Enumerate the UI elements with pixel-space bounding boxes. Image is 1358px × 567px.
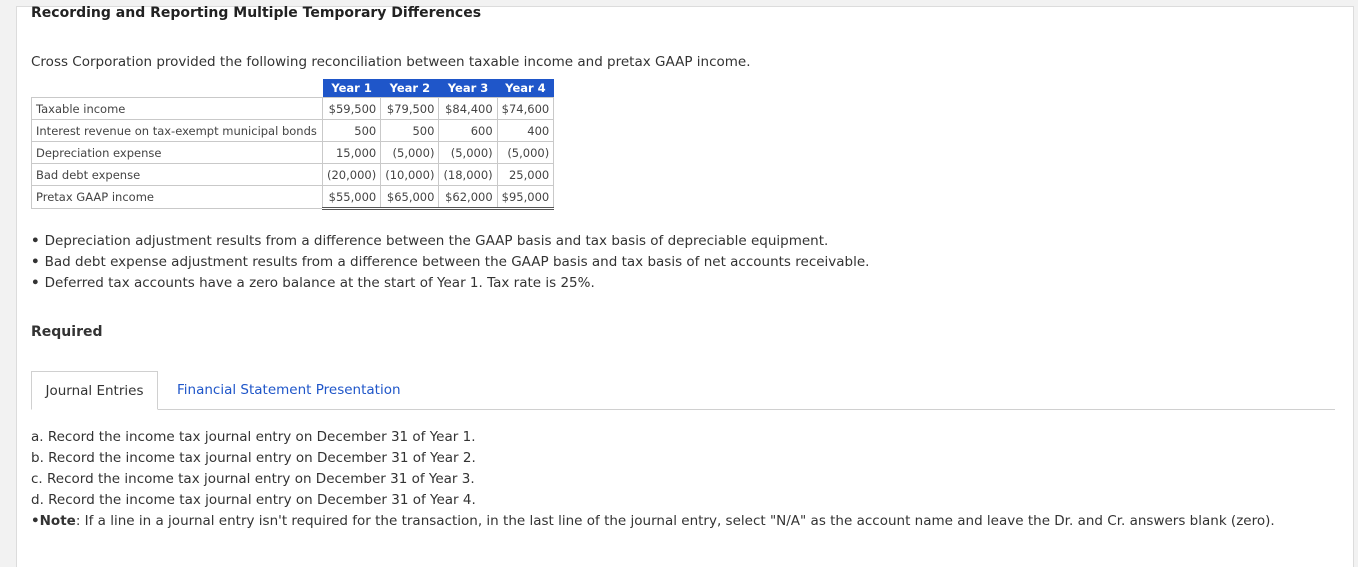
instruction-d: d. Record the income tax journal entry on December 31 of Year 4. — [31, 492, 476, 508]
tab-bar — [31, 371, 1335, 410]
header-blank — [32, 79, 323, 98]
cell-value: (10,000) — [381, 164, 439, 186]
cell-value: $95,000 — [497, 186, 554, 209]
cell-value: 15,000 — [323, 142, 381, 164]
note-text: : If a line in a journal entry isn't required for the transaction, in the last line of the journal entry, select "N/A" as the account name and leave the Dr. and Cr. answers blank (zero). — [75, 513, 1275, 529]
cell-value: $84,400 — [439, 98, 497, 120]
instruction-c: c. Record the income tax journal entry on December 31 of Year 3. — [31, 471, 475, 487]
cell-value: (20,000) — [323, 164, 381, 186]
header-year-3: Year 3 — [439, 79, 497, 98]
cell-value: $79,500 — [381, 98, 439, 120]
header-year-2: Year 2 — [381, 79, 439, 98]
notes-list — [31, 231, 869, 294]
instruction-note — [31, 511, 1275, 532]
cell-value: (18,000) — [439, 164, 497, 186]
note-item: • Bad debt expense adjustment results from a difference between the GAAP basis and tax basis of net accounts receivable. — [31, 252, 869, 273]
cell-value: 500 — [381, 120, 439, 142]
cell-value: 500 — [323, 120, 381, 142]
note-item: • Deferred tax accounts have a zero balance at the start of Year 1. Tax rate is 25%. — [31, 273, 869, 294]
cell-value: 25,000 — [497, 164, 554, 186]
cell-value: 600 — [439, 120, 497, 142]
intro-text: Cross Corporation provided the following reconciliation between taxable income and pretax GAAP income. — [31, 54, 751, 70]
table-row-total — [32, 186, 554, 209]
note-item: • Depreciation adjustment results from a difference between the GAAP basis and tax basis of depreciable equipment. — [31, 231, 869, 252]
table-row — [32, 98, 554, 120]
instructions — [31, 427, 1275, 532]
cell-value: $55,000 — [323, 186, 381, 209]
reconciliation-table — [31, 79, 554, 210]
row-label: Pretax GAAP income — [32, 186, 323, 209]
page-title: Recording and Reporting Multiple Temporary Differences — [31, 5, 482, 21]
required-heading: Required — [31, 324, 103, 340]
row-label: Interest revenue on tax-exempt municipal bonds — [32, 120, 323, 142]
table-row — [32, 164, 554, 186]
cell-value: (5,000) — [497, 142, 554, 164]
cell-value: $65,000 — [381, 186, 439, 209]
cell-value: (5,000) — [381, 142, 439, 164]
header-year-1: Year 1 — [323, 79, 381, 98]
cell-value: $74,600 — [497, 98, 554, 120]
cell-value: 400 — [497, 120, 554, 142]
row-label: Taxable income — [32, 98, 323, 120]
note-label: •Note — [31, 513, 76, 529]
tab-financial-statement-presentation[interactable]: Financial Statement Presentation — [177, 382, 401, 398]
table-row — [32, 142, 554, 164]
tab-journal-entries[interactable]: Journal Entries — [31, 371, 158, 410]
instruction-b: b. Record the income tax journal entry on December 31 of Year 2. — [31, 450, 476, 466]
cell-value: (5,000) — [439, 142, 497, 164]
header-year-4: Year 4 — [497, 79, 554, 98]
row-label: Bad debt expense — [32, 164, 323, 186]
row-label: Depreciation expense — [32, 142, 323, 164]
table-row — [32, 120, 554, 142]
cell-value: $59,500 — [323, 98, 381, 120]
cell-value: $62,000 — [439, 186, 497, 209]
instruction-a: a. Record the income tax journal entry on December 31 of Year 1. — [31, 429, 476, 445]
table-header-row — [32, 79, 554, 98]
